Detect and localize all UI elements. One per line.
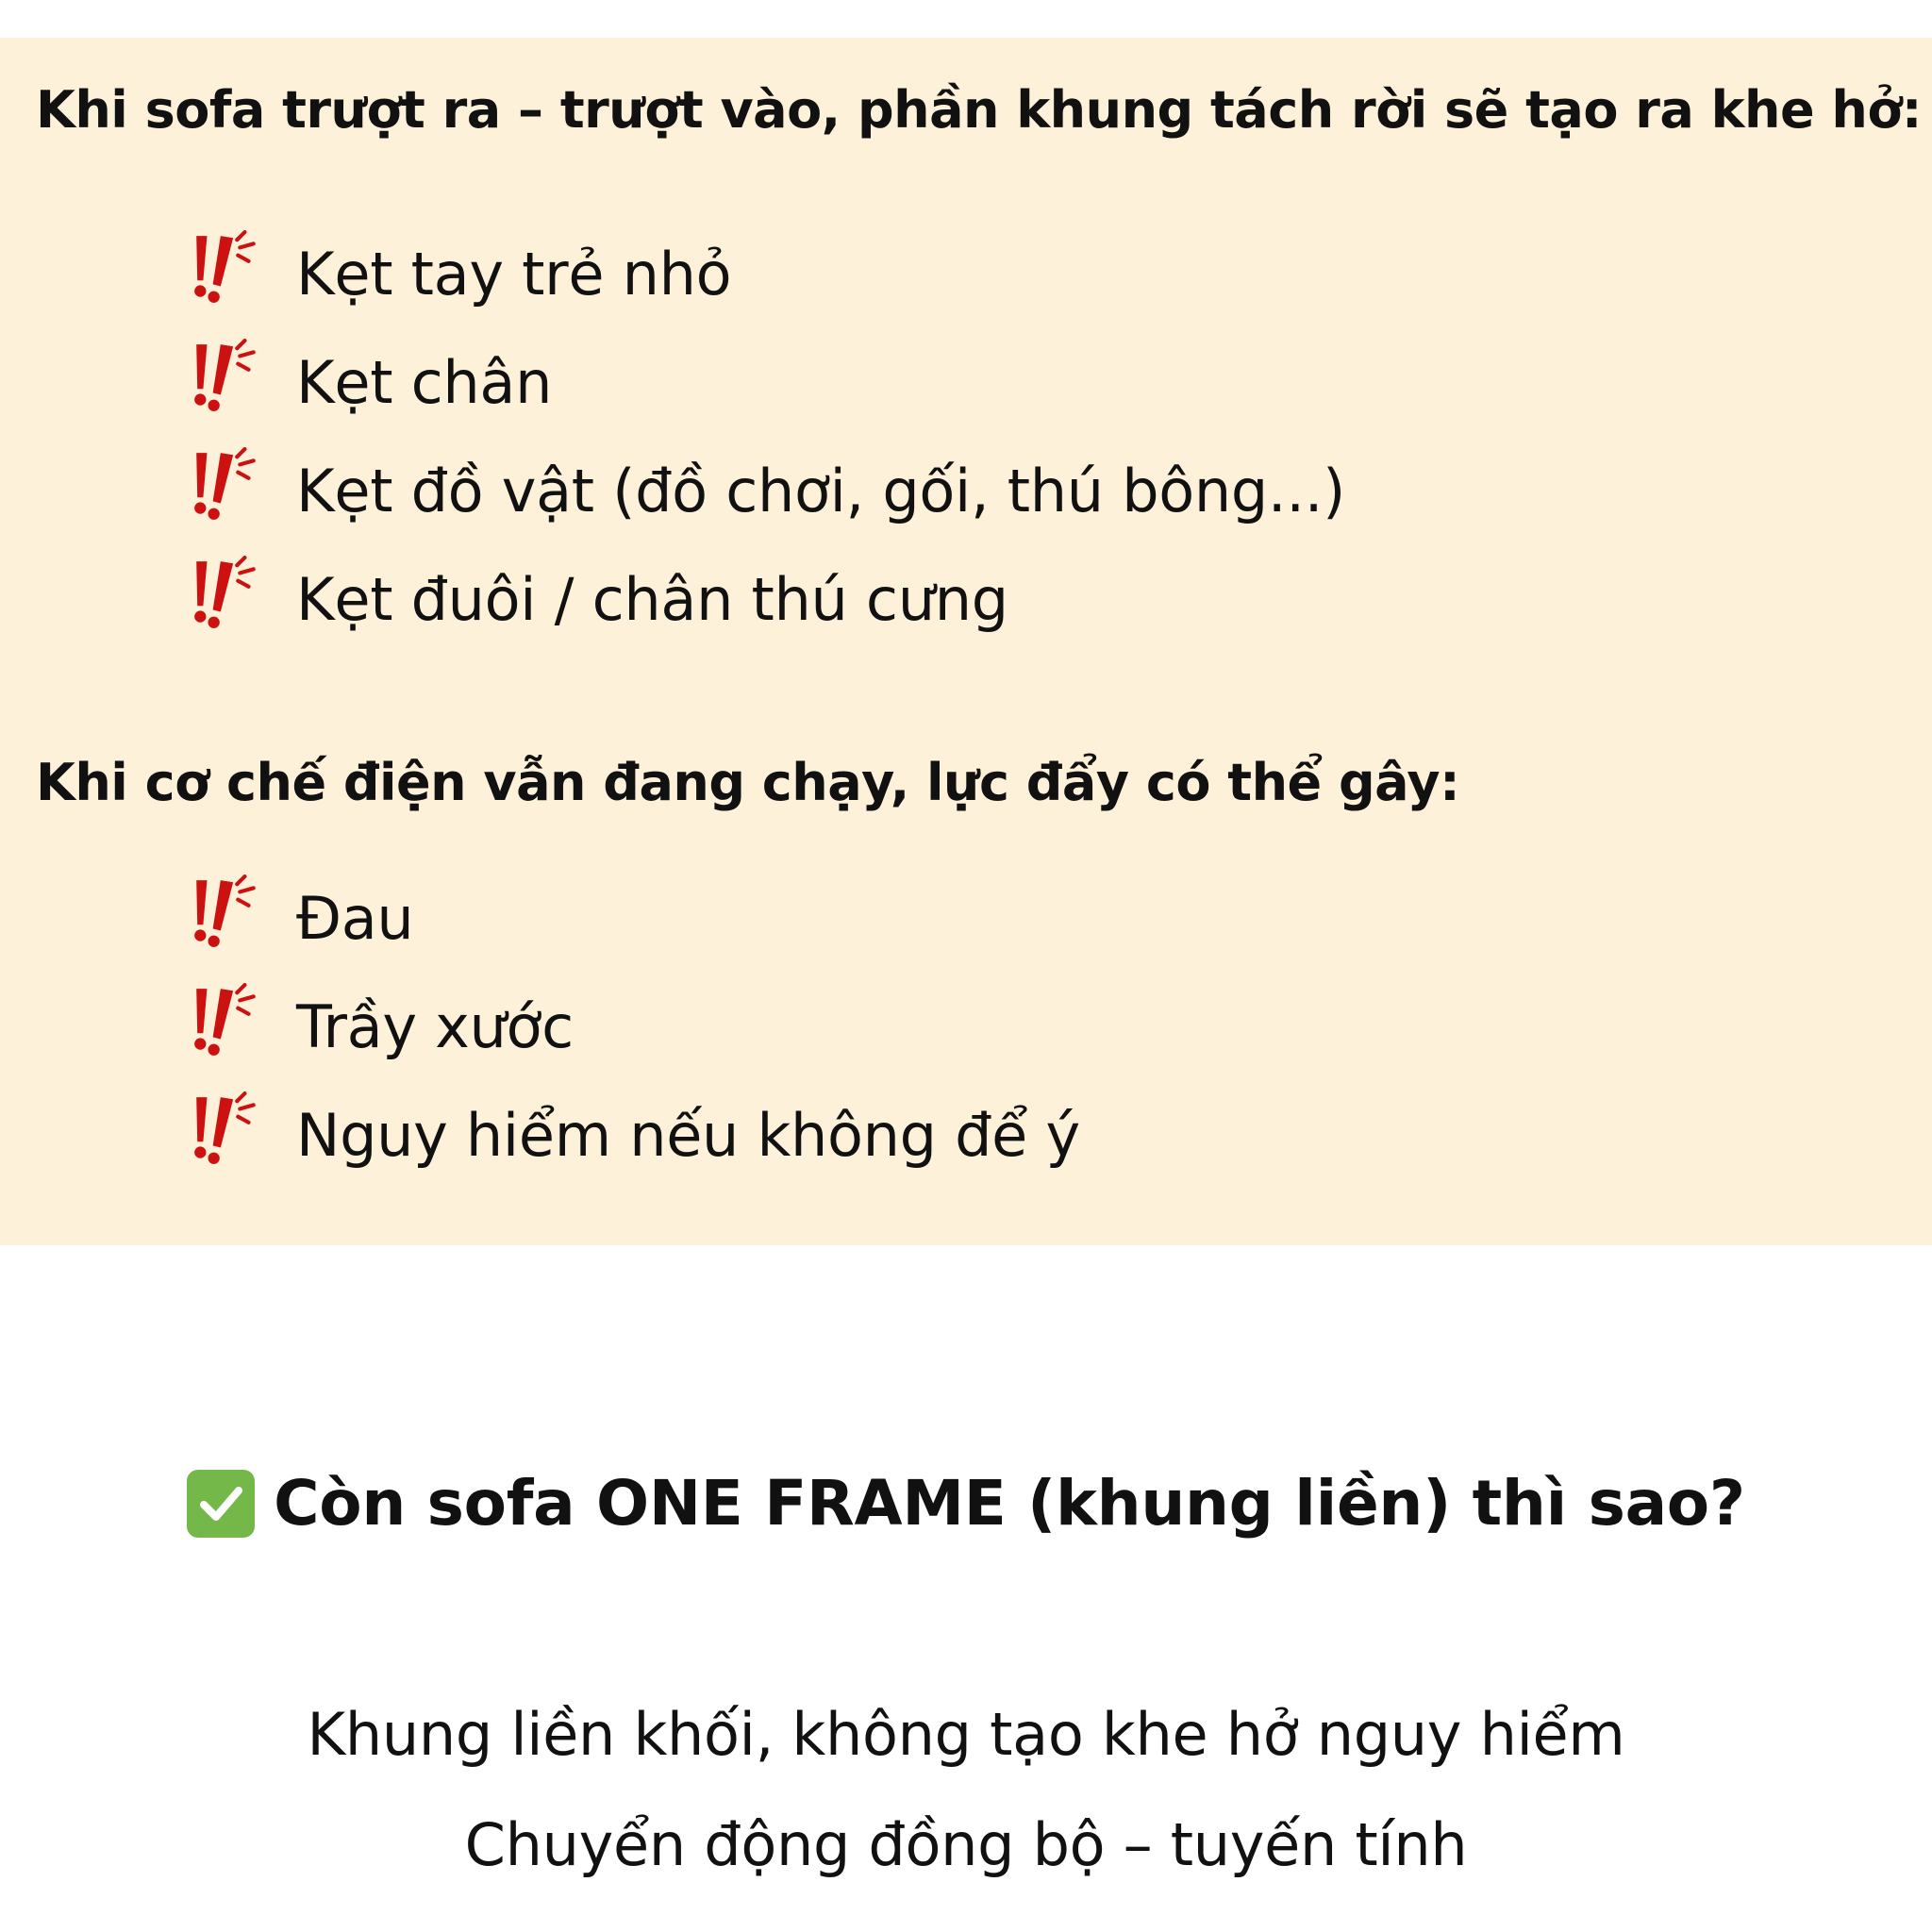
benefit-line: Khung liền khối, không tạo khe hở nguy hiểm [307, 1700, 1625, 1769]
injury-label: Trầy xước [296, 991, 574, 1061]
motor-warning-heading: Khi cơ chế điện vẫn đang chạy, lực đẩy có thể gây: [36, 753, 1460, 812]
one-frame-title: Còn sofa ONE FRAME (khung liền) thì sao? [274, 1467, 1745, 1540]
hazard-label: Kẹt đồ vật (đồ chơi, gối, thú bông...) [296, 456, 1346, 525]
double-exclamation-icon [189, 339, 266, 416]
hazard-label: Kẹt chân [296, 347, 553, 417]
list-item [189, 864, 1080, 973]
list-item [189, 973, 1080, 1081]
hazard-label: Kẹt tay trẻ nhỏ [296, 239, 732, 308]
double-exclamation-icon [189, 1091, 266, 1169]
benefit-line: Chuyển động đồng bộ – tuyến tính [464, 1810, 1468, 1879]
gap-hazard-list [189, 220, 1345, 654]
list-item [189, 328, 1345, 437]
double-exclamation-icon [189, 983, 266, 1060]
one-frame-section-title [0, 1467, 1932, 1540]
double-exclamation-icon [189, 874, 266, 952]
injury-label: Nguy hiểm nếu không để ý [296, 1100, 1080, 1170]
double-exclamation-icon [189, 447, 266, 525]
double-exclamation-icon [189, 556, 266, 633]
list-item [189, 220, 1345, 328]
injury-label: Đau [296, 883, 414, 953]
injury-list [189, 864, 1080, 1190]
check-mark-button-icon [187, 1470, 255, 1538]
list-item [189, 545, 1345, 654]
warning-panel [0, 38, 1932, 1245]
list-item [189, 1081, 1080, 1190]
hazard-label: Kẹt đuôi / chân thú cưng [296, 564, 1008, 634]
gap-warning-heading: Khi sofa trượt ra – trượt vào, phần khung tách rời sẽ tạo ra khe hở: [36, 80, 1923, 140]
list-item [189, 437, 1345, 545]
double-exclamation-icon [189, 230, 266, 308]
